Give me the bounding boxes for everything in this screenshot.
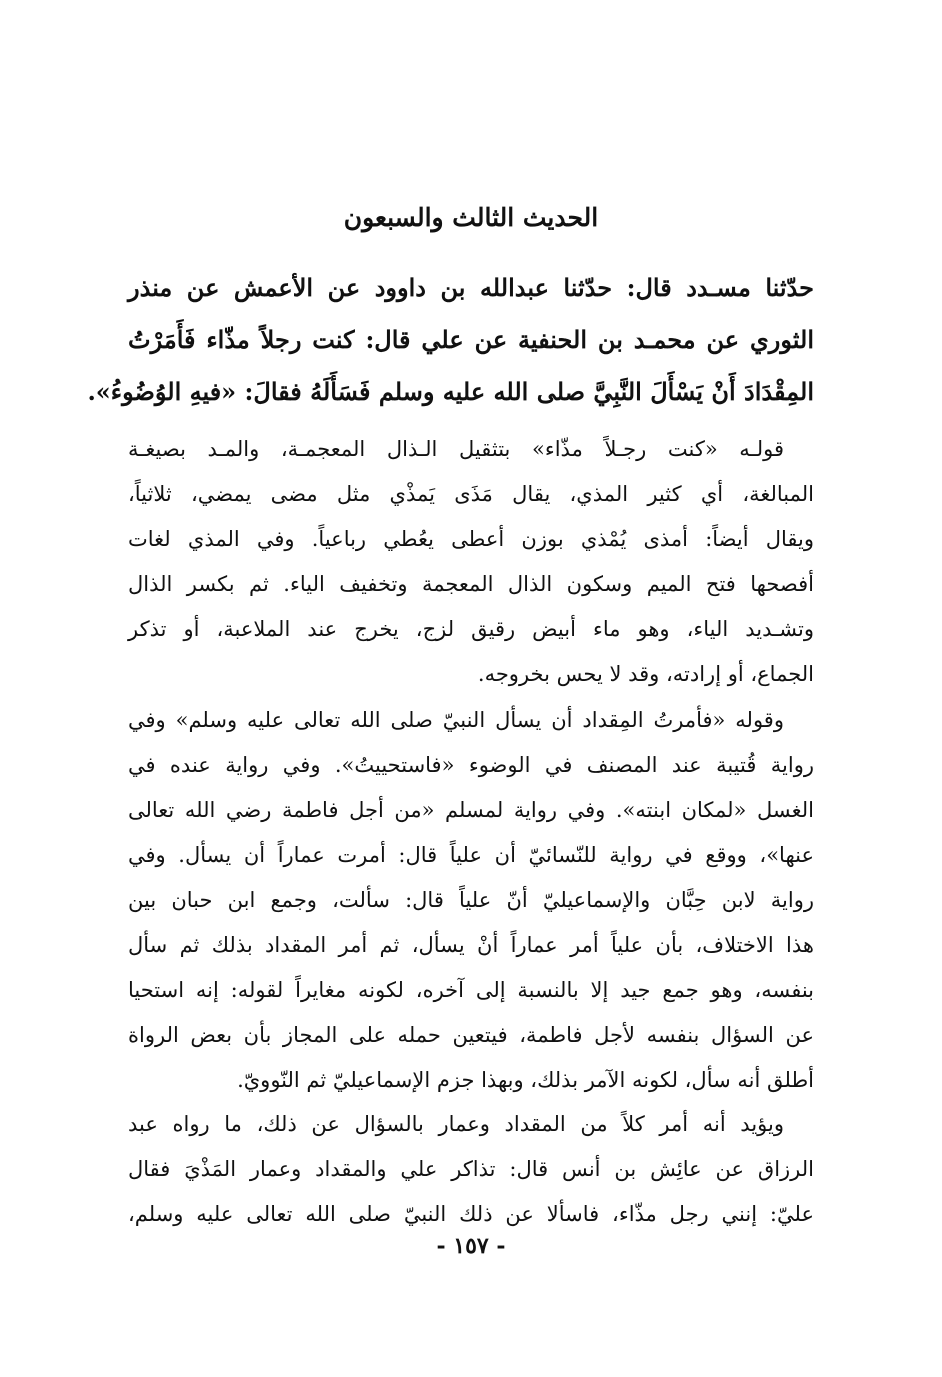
commentary-paragraph <box>128 698 814 1103</box>
text-line: رواية لابن حِبَّان والإسماعيليّ أنّ علياً قال: سألت، وجمع ابن حبان بين <box>128 888 814 912</box>
text-line: هذا الاختلاف، بأن علياً أمر عماراً أنْ يسأل، ثم أمر المقداد بذلك ثم سأل <box>128 933 814 957</box>
hadith-text <box>87 262 814 418</box>
page-number: - ١٥٧ - <box>436 1233 506 1259</box>
commentary-paragraph <box>128 1102 814 1237</box>
text-line: ويؤيد أنه أمر كلاً من المقداد وعمار بالسؤال عن ذلك، ما رواه عبد <box>128 1112 784 1136</box>
text-line: المبالغة، أي كثير المذي، يقال مَذَى يَمذْي مثل مضى يمضي، ثلاثياً، <box>128 482 814 506</box>
text-line: أفصحها فتح الميم وسكون الذال المعجمة وتخفيف الياء. ثم بكسر الذال <box>128 572 814 596</box>
text-line: بنفسه، وهو جمع جيد إلا بالنسبة إلى آخره، لكونه مغايراً لقوله: إنه استحيا <box>128 978 814 1002</box>
text-line: عن السؤال بنفسه لأجل فاطمة، فيتعين حمله على المجاز بأن بعض الرواة <box>128 1023 814 1047</box>
text-line: أطلق أنه سأل، لكونه الآمر بذلك، وبهذا جزم الإسماعيليّ ثم النّوويّ. <box>237 1068 814 1092</box>
text-line: الرزاق عن عائِش بن أنس قال: تذاكر علي والمقداد وعمار المَذْيَ فقال <box>128 1157 814 1181</box>
text-line: الغسل «لمكان ابنته». وفي رواية لمسلم «من أجل فاطمة رضي الله تعالى <box>128 798 814 822</box>
hadith-line: الثوري عن محمـد بن الحنفية عن علي قال: كنت رجلاً مذّاء فَأَمَرْتُ <box>128 325 814 354</box>
hadith-line: المِقْدَادَ أَنْ يَسْأَلَ النَّبِيَّ صلى الله عليه وسلم فَسَأَلَهُ فقالَ: «فيهِ الوُضُوءُ». <box>87 377 814 406</box>
commentary-paragraph <box>128 427 814 697</box>
text-line: عنها»، ووقع في رواية للنّسائيّ أن علياً قال: أمرت عماراً أن يسأل. وفي <box>128 843 814 867</box>
text-line: وتشـديد الياء، وهو ماء أبيض رقيق لزج، يخرج عند الملاعبة، أو تذكر <box>128 617 814 641</box>
text-line: قولـه «كنت رجـلاً مذّاء» بتثقيل الـذال المعجمـة، والمـد بصيغـة <box>128 437 784 461</box>
hadith-line: حدّثنا مسـدد قال: حدّثنا عبدالله بن داوود عن الأعمش عن منذر <box>128 273 814 302</box>
text-line: ويقال أيضاً: أمذى يُمْذي بوزن أعطى يعُطي رباعياً. وفي المذي لغات <box>128 527 814 551</box>
text-line: الجماع، أو إرادته، وقد لا يحس بخروجه. <box>477 662 814 686</box>
chapter-heading: الحديث الثالث والسبعون <box>343 203 599 232</box>
text-line: عليّ: إنني رجل مذّاء، فاسألا عن ذلك النبيّ صلى الله تعالى عليه وسلم، <box>128 1202 814 1226</box>
text-line: وقوله «فأمرتُ المِقداد أن يسأل النبيّ صلى الله تعالى عليه وسلم» وفي <box>128 708 784 732</box>
text-line: رواية قُتيبة عند المصنف في الوضوء «فاستحييتُ». وفي رواية عنده في <box>128 753 814 777</box>
